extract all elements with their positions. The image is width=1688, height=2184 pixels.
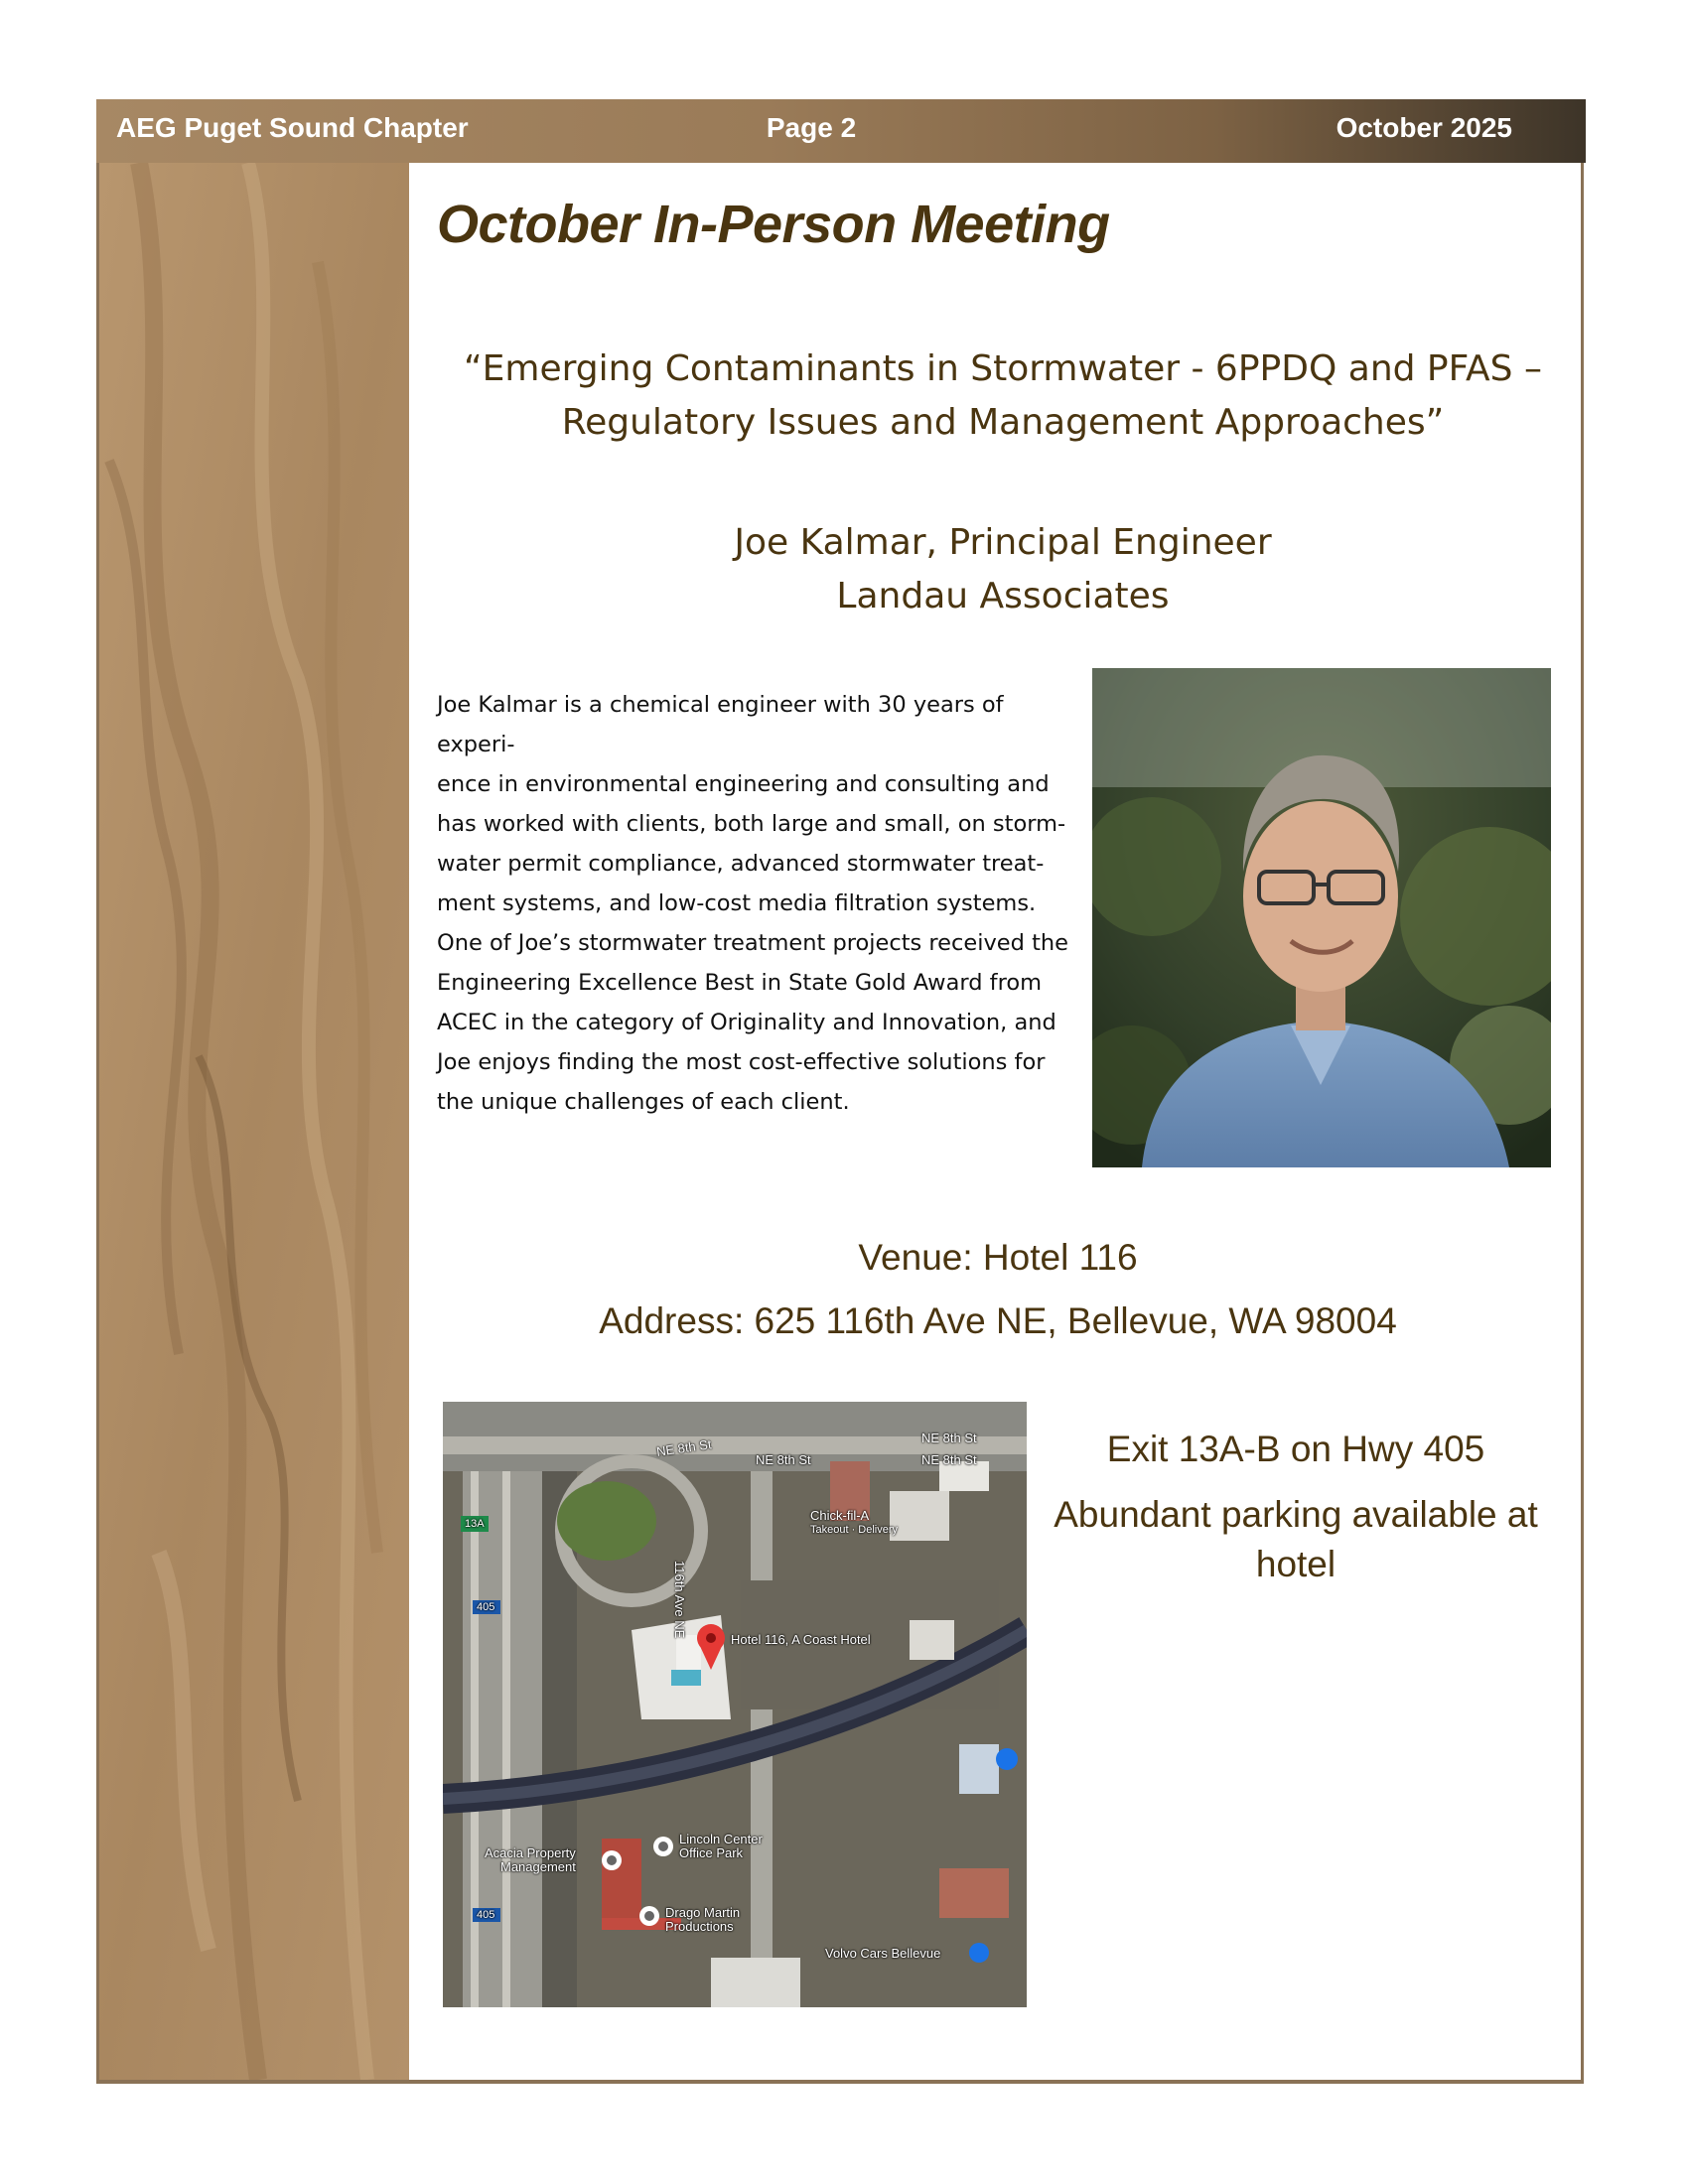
- map-label-poi: Chick-fil-A: [810, 1508, 870, 1523]
- map-label-poi: Lincoln Center: [679, 1832, 763, 1846]
- issue-date: October 2025: [1336, 112, 1512, 143]
- map-label-poi: Takeout · Delivery: [810, 1524, 899, 1536]
- map-label-exit-sign: 13A: [465, 1518, 485, 1530]
- bio-line: the unique challenges of each client.: [437, 1089, 850, 1115]
- map-label-street: NE 8th St: [921, 1452, 977, 1467]
- bio-line: Joe enjoys finding the most cost-effective solutions for: [437, 1049, 1046, 1075]
- map-label-avenue: 116th Ave NE: [672, 1561, 687, 1639]
- header-bar: [96, 99, 1586, 163]
- bio-line: Joe Kalmar is a chemical engineer with 30 years of experi-: [437, 692, 1004, 757]
- speaker-organization: Landau Associates: [836, 576, 1170, 616]
- speaker-name-title: Joe Kalmar, Principal Engineer: [734, 522, 1272, 563]
- venue-info: [437, 1226, 1559, 1353]
- talk-title-line-1: “Emerging Contaminants in Stormwater - 6PPDQ and PFAS –: [464, 348, 1542, 389]
- map-label-poi: Productions: [665, 1919, 734, 1934]
- bio-line: water permit compliance, advanced stormwater treat-: [437, 851, 1045, 877]
- map-label-highway: 405: [477, 1601, 495, 1613]
- parking-info-line-2: hotel: [1255, 1544, 1336, 1584]
- bio-line: ACEC in the category of Originality and Innovation, and: [437, 1010, 1056, 1035]
- speaker-photo: [1092, 668, 1551, 1167]
- venue-address: Address: 625 116th Ave NE, Bellevue, WA 98004: [599, 1300, 1397, 1341]
- exit-info: Exit 13A-B on Hwy 405: [1106, 1429, 1485, 1469]
- map-label-poi: Office Park: [679, 1845, 744, 1860]
- bio-line: ence in environmental engineering and consulting and: [437, 771, 1050, 797]
- parking-info-line-1: Abundant parking available at: [1054, 1494, 1538, 1535]
- page-number: Page 2: [766, 112, 857, 143]
- venue-map-image: [443, 1402, 1027, 2007]
- page-title: October In-Person Meeting: [437, 195, 1110, 254]
- map-label-highway: 405: [477, 1909, 495, 1921]
- talk-title-line-2: Regulatory Issues and Management Approaches”: [561, 402, 1445, 443]
- speaker-bio: [437, 685, 1082, 1122]
- bio-line: Engineering Excellence Best in State Gold Award from: [437, 970, 1043, 996]
- bio-line: has worked with clients, both large and small, on storm-: [437, 811, 1066, 837]
- map-label-poi: Acacia Property: [485, 1845, 576, 1860]
- bio-line: One of Joe’s stormwater treatment projects received the: [437, 930, 1068, 956]
- speaker-info: [437, 516, 1569, 623]
- map-label-street: NE 8th St: [921, 1431, 977, 1445]
- map-label-hotel: Hotel 116, A Coast Hotel: [731, 1632, 871, 1647]
- venue-name: Venue: Hotel 116: [858, 1237, 1138, 1278]
- map-label-poi: Drago Martin: [665, 1905, 741, 1920]
- map-label-poi: Management: [500, 1859, 576, 1874]
- map-label-street: NE 8th St: [756, 1452, 811, 1467]
- chapter-name: AEG Puget Sound Chapter: [116, 112, 469, 143]
- terrain-sidebar-image: [99, 163, 409, 2080]
- map-label-poi: Volvo Cars Bellevue: [825, 1946, 941, 1961]
- bio-line: ment systems, and low-cost media filtration systems.: [437, 890, 1037, 916]
- directions-info: [1033, 1425, 1559, 1589]
- map-label-street: NE 8th St: [655, 1436, 713, 1459]
- talk-title: [437, 342, 1569, 450]
